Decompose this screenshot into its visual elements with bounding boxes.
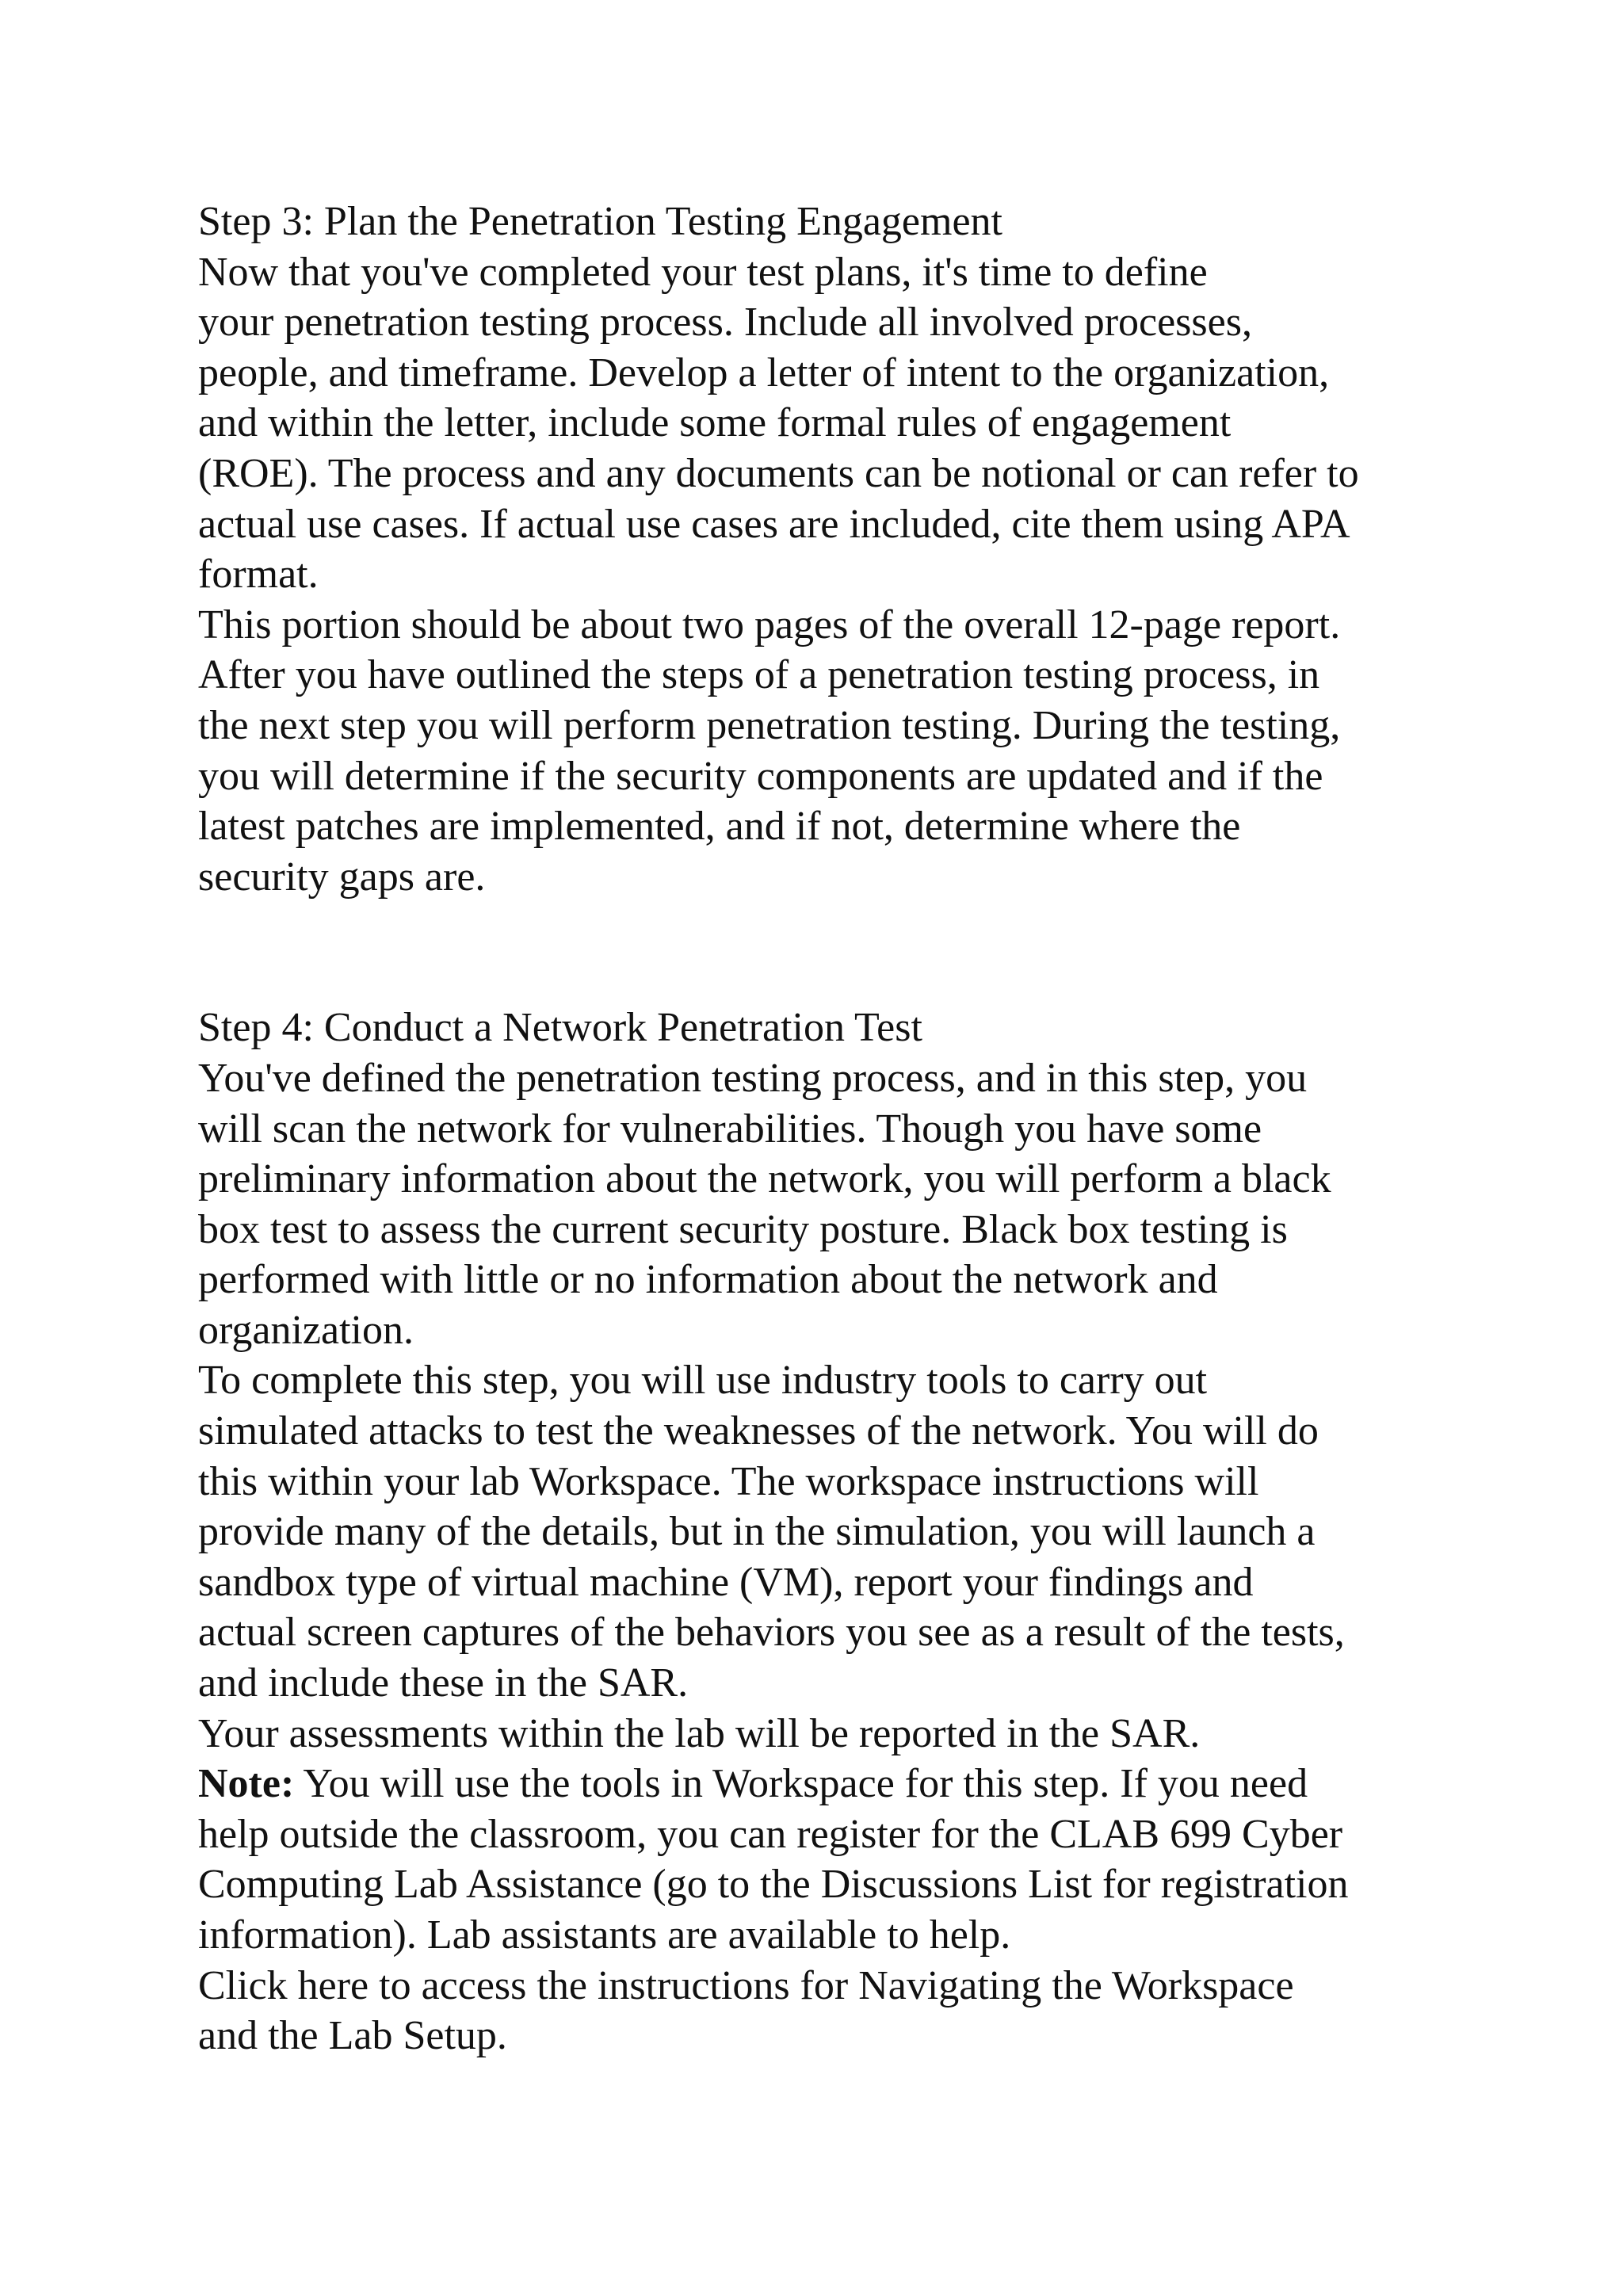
step4-line: this within your lab Workspace. The workspace instructions will bbox=[198, 1458, 1259, 1504]
step4-line: You've defined the penetration testing process, and in this step, you bbox=[198, 1055, 1308, 1101]
step4-line: simulated attacks to test the weaknesses of the network. You will do bbox=[198, 1408, 1319, 1454]
step3-line: (ROE). The process and any documents can be notional or can refer to bbox=[198, 450, 1359, 496]
step3-line: and within the letter, include some formal rules of engagement bbox=[198, 400, 1232, 446]
step3-heading: Step 3: Plan the Penetration Testing Engagement bbox=[198, 199, 1002, 244]
step3-line: actual use cases. If actual use cases are included, cite them using APA bbox=[198, 501, 1350, 547]
note-text: You will use the tools in Workspace for this step. If you need bbox=[294, 1761, 1308, 1807]
step4-line: performed with little or no information about the network and bbox=[198, 1257, 1218, 1303]
step3-line: Now that you've completed your test plans, it's time to define bbox=[198, 249, 1208, 295]
step4-line: preliminary information about the network, you will perform a black bbox=[198, 1156, 1331, 1202]
step4-line: sandbox type of virtual machine (VM), report your findings and bbox=[198, 1559, 1254, 1605]
step4-line: will scan the network for vulnerabilities. Though you have some bbox=[198, 1106, 1262, 1152]
note-line: information). Lab assistants are available to help. bbox=[198, 1912, 1011, 1958]
step4-line: actual screen captures of the behaviors you see as a result of the tests, bbox=[198, 1610, 1345, 1656]
note-line bbox=[198, 1759, 1514, 1809]
note-line: Computing Lab Assistance (go to the Discussions List for registration bbox=[198, 1862, 1349, 1908]
step4-line: and include these in the SAR. bbox=[198, 1660, 689, 1706]
step3-line: format. bbox=[198, 552, 319, 598]
step4-line: provide many of the details, but in the simulation, you will launch a bbox=[198, 1509, 1316, 1555]
step3-line: After you have outlined the steps of a penetration testing process, in bbox=[198, 652, 1320, 698]
note-line: help outside the classroom, you can register for the CLAB 699 Cyber bbox=[198, 1811, 1343, 1857]
step3-line: This portion should be about two pages of the overall 12-page report. bbox=[198, 602, 1341, 648]
step3-line: people, and timeframe. Develop a letter of intent to the organization, bbox=[198, 350, 1330, 395]
workspace-instructions-link[interactable]: and the Lab Setup. bbox=[198, 2013, 507, 2059]
section-gap bbox=[198, 902, 1514, 1003]
step3-line: the next step you will perform penetration testing. During the testing, bbox=[198, 702, 1341, 748]
step4-line: To complete this step, you will use industry tools to carry out bbox=[198, 1358, 1208, 1404]
document-body bbox=[198, 197, 1514, 2061]
step3-line: latest patches are implemented, and if not, determine where the bbox=[198, 804, 1241, 850]
step4-line: Your assessments within the lab will be reported in the SAR. bbox=[198, 1710, 1201, 1756]
step4-heading: Step 4: Conduct a Network Penetration Test bbox=[198, 1005, 922, 1051]
step3-line: your penetration testing process. Include all involved processes, bbox=[198, 300, 1252, 346]
step3-line: security gaps are. bbox=[198, 854, 486, 900]
step4-line: organization. bbox=[198, 1307, 414, 1353]
workspace-instructions-link[interactable]: Click here to access the instructions for Navigating the Workspace bbox=[198, 1962, 1294, 2008]
step4-line: box test to assess the current security posture. Black box testing is bbox=[198, 1206, 1288, 1252]
step3-line: you will determine if the security components are updated and if the bbox=[198, 753, 1323, 799]
note-label: Note: bbox=[198, 1761, 295, 1807]
